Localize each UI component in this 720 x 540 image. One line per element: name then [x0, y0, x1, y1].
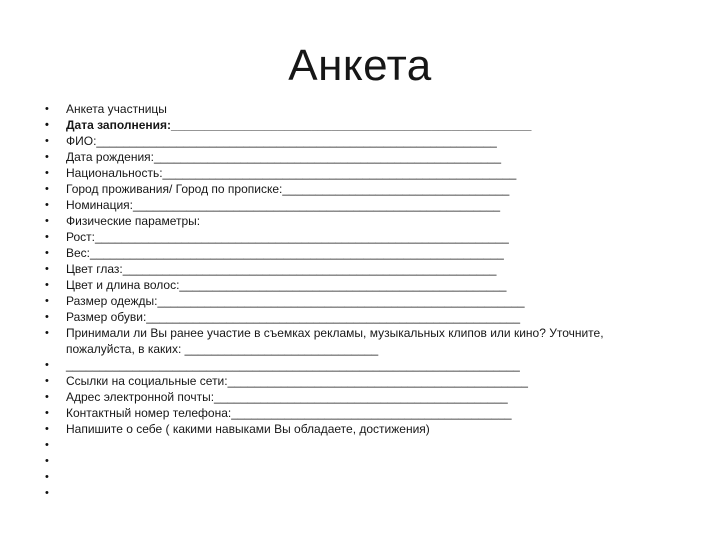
empty-bullet-row — [44, 485, 640, 501]
field-label: Цвет глаз: — [66, 262, 123, 276]
field-label: Ссылки на социальные сети: — [66, 374, 228, 388]
field-city-of-residence — [44, 181, 640, 197]
field-label: Номинация: — [66, 198, 134, 212]
field-label: Анкета участницы — [66, 102, 167, 116]
fill-in-line: _______________________________________________________ — [157, 294, 525, 308]
fill-in-line: ____________________________________________ — [214, 390, 508, 404]
field-extra-blank-line — [44, 357, 640, 373]
field-hair-color-length — [44, 277, 640, 293]
field-label: Дата рождения: — [66, 150, 154, 164]
questionnaire-field-list — [0, 101, 640, 501]
fill-in-line: ____________________________________________________________ — [96, 134, 497, 148]
field-label: Национальность: — [66, 166, 163, 180]
field-height — [44, 229, 640, 245]
field-nationality — [44, 165, 640, 181]
field-label: Рост: — [66, 230, 95, 244]
empty-bullet-row — [44, 453, 640, 469]
list-item-participant-questionnaire — [44, 101, 640, 117]
fill-in-line: __________________________________ — [282, 182, 510, 196]
fill-in-line: _________________________________________________ — [179, 278, 507, 292]
field-label: Принимали ли Вы ранее участие в съемках рекламы, музыкальных клипов или кино? Уточните, пожалуйста, в каких: — [66, 326, 604, 356]
fill-in-line: ____________________________________________________________________ — [66, 358, 520, 372]
list-item-physical-parameters — [44, 213, 640, 229]
field-shoe-size — [44, 309, 640, 325]
fill-in-line: __________________________________________ — [231, 406, 512, 420]
field-contact-phone-number — [44, 405, 640, 421]
field-label: Напишите о себе ( какими навыками Вы обладаете, достижения) — [66, 422, 430, 436]
field-previous-filming-experience — [44, 325, 640, 357]
field-nomination — [44, 197, 640, 213]
field-weight — [44, 245, 640, 261]
fill-in-line: _____________________________________________________ — [162, 166, 517, 180]
fill-in-line: ______________________________________________________________ — [94, 230, 509, 244]
fill-in-line: ________________________________________________________ — [122, 262, 497, 276]
field-birth-date — [44, 149, 640, 165]
field-label: Размер обуви: — [66, 310, 147, 324]
field-label: Дата заполнения: — [66, 118, 172, 132]
field-label: Контактный номер телефона: — [66, 406, 232, 420]
field-clothing-size — [44, 293, 640, 309]
fill-in-line: _____________________________________________ — [227, 374, 528, 388]
fill-in-line: _______________________________________________________ — [133, 198, 501, 212]
field-social-media-links — [44, 373, 640, 389]
list-item-about-yourself — [44, 421, 640, 437]
field-label: ФИО: — [66, 134, 97, 148]
empty-bullet-row — [44, 469, 640, 485]
field-label: Город проживания/ Город по прописке: — [66, 182, 283, 196]
empty-bullet-row — [44, 437, 640, 453]
fill-in-line: _____________________________ — [184, 342, 379, 356]
field-label: Физические параметры: — [66, 214, 201, 228]
fill-in-line: ______________________________________________________ — [171, 118, 532, 132]
fill-in-line: ________________________________________________________ — [146, 310, 521, 324]
field-full-name — [44, 133, 640, 149]
field-label: Размер одежды: — [66, 294, 158, 308]
field-fill-date — [44, 117, 640, 133]
field-label: Цвет и длина волос: — [66, 278, 180, 292]
field-label: Вес: — [66, 246, 91, 260]
fill-in-line: ______________________________________________________________ — [90, 246, 504, 260]
page-title: Анкета — [288, 41, 432, 90]
field-label: Адрес электронной почты: — [66, 390, 215, 404]
field-email-address — [44, 389, 640, 405]
field-eye-color — [44, 261, 640, 277]
fill-in-line: ____________________________________________________ — [153, 150, 502, 164]
